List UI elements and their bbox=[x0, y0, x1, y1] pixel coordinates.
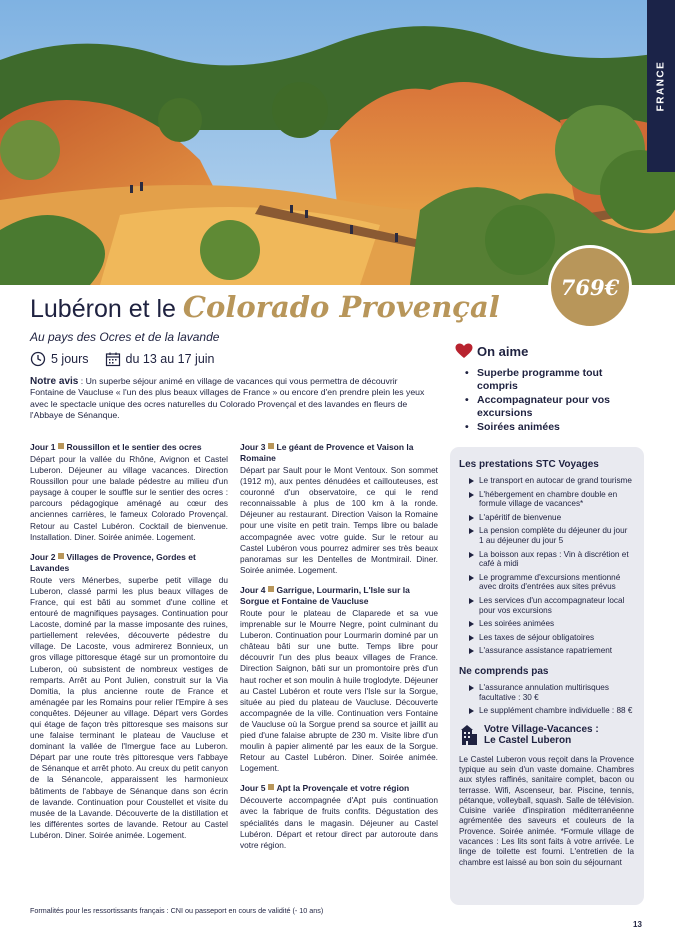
day-title: Villages de Provence, Gordes et Lavandes bbox=[30, 551, 196, 573]
hero-photo bbox=[0, 0, 675, 285]
subtitle: Au pays des Ocres et de la lavande bbox=[30, 330, 220, 344]
price-badge bbox=[548, 245, 632, 329]
list-item: La pension complète du déjeuner du jour 1 au déjeuner du jour 5 bbox=[459, 526, 634, 545]
country-label: FRANCE bbox=[655, 60, 667, 112]
day-label: Jour 5 bbox=[240, 783, 266, 794]
list-item: L'assurance annulation multirisques facultative : 30 € bbox=[459, 683, 634, 702]
day-title: Garrigue, Lourmarin, L'Isle sur la Sorgue et Fontaine de Vaucluse bbox=[240, 584, 410, 606]
list-item: L'hébergement en chambre double en formule village de vacances* bbox=[459, 490, 634, 509]
village-title-1: Votre Village-Vacances : bbox=[484, 723, 599, 735]
village-description: Le Castel Luberon vous reçoit dans la Provence typique au sein d'un vaste domaine. Chambres aux styles raffinés, sanitaire complet, bacon ou terrasse. Wifi, Ascenseur, bar. Piscine, tennis, pétanque, volleyball, squash. Salle de télévision. Cuisine variée d'inspiration méditerranéenne agrémentée des saveurs et couleurs de la Provence. Soirée animée. *Formule village de vacances : Les lits sont faits à votre arrivée. Le linge de toilette est fourni. L'entretien de la chambre est laissé au bon soin du séjournant bbox=[459, 754, 634, 867]
building-icon bbox=[459, 724, 479, 746]
dates: du 13 au 17 juin bbox=[125, 352, 215, 366]
prestations-list bbox=[459, 476, 634, 656]
day-title: Roussillon et le sentier des ocres bbox=[66, 442, 202, 452]
bullet-square-icon bbox=[58, 443, 64, 449]
day-3 bbox=[240, 442, 438, 576]
day-text: Découverte accompagnée d'Apt puis continuation avec la fabrique de fruits confits. Dégustation des spécialités dans le magasin. Déjeuner au Castel Lubéron. Départ et retour direct par autoroute dans votre région. bbox=[240, 795, 438, 850]
list-item: L'assurance assistance rapatriement bbox=[459, 646, 634, 656]
clock-icon bbox=[30, 351, 46, 367]
on-aime-title: On aime bbox=[477, 343, 529, 359]
page-number: 13 bbox=[633, 920, 642, 929]
list-item: Les services d'un accompagnateur local pour vos excursions bbox=[459, 596, 634, 615]
list-item: La boisson aux repas : Vin à discrétion et café à midi bbox=[459, 550, 634, 569]
list-item: • Soirées animées bbox=[463, 421, 645, 434]
non-compris-title: Ne comprends pas bbox=[459, 665, 549, 677]
day-label: Jour 4 bbox=[240, 584, 266, 595]
intro-paragraph bbox=[30, 376, 432, 421]
itinerary-column-2 bbox=[240, 442, 438, 860]
day-label: Jour 1 bbox=[30, 442, 56, 452]
list-item: Le supplément chambre individuelle : 88 € bbox=[459, 706, 634, 716]
prestations-title: Les prestations STC Voyages bbox=[459, 459, 599, 470]
duration: 5 jours bbox=[51, 352, 89, 366]
bullet-square-icon bbox=[268, 443, 274, 449]
day-5 bbox=[240, 783, 438, 850]
bullet-square-icon bbox=[268, 784, 274, 790]
bullet-square-icon bbox=[58, 553, 64, 559]
village-title-2: Le Castel Luberon bbox=[484, 735, 572, 747]
price-value: 769€ bbox=[560, 274, 620, 300]
day-label: Jour 2 bbox=[30, 551, 56, 562]
list-item: L'apéritif de bienvenue bbox=[459, 513, 634, 523]
country-tab bbox=[647, 0, 675, 172]
info-box bbox=[450, 447, 644, 905]
list-item: Les soirées animées bbox=[459, 619, 634, 629]
calendar-icon bbox=[105, 351, 121, 367]
day-title: Le géant de Provence et Vaison la Romaine bbox=[240, 442, 414, 463]
day-title: Apt la Provençale et votre région bbox=[276, 783, 410, 794]
title-part1: Lubéron et le bbox=[30, 295, 183, 323]
list-item: Le transport en autocar de grand tourisme bbox=[459, 476, 634, 486]
list-item: Les taxes de séjour obligatoires bbox=[459, 633, 634, 643]
day-text: Départ par Sault pour le Mont Ventoux. Son sommet (1912 m), aux pentes dénudées et caillouteuses, est couronné d'un observatoire, ce qui le rend reconnaissable à plus de 100 km à la ronde. Déjeuner au restaurant. Direction Vaison la Romaine pour une visite en petit train. Temps libre ou balade accompagnée avec votre guide. Sur le retour au Castel Lubéron vous pourrez admirer ses très beaux panoramas sur les Dentelles de Montmirail. Diner. Soirée animée. Logement. bbox=[240, 465, 438, 575]
title-part2: Colorado Provençal bbox=[182, 290, 500, 324]
bullet-square-icon bbox=[268, 586, 274, 592]
day-text: Route pour le plateau de Claparede et sa vue imprenable sur le Mourre Negre, point culminant du Luberon. Continuation pour Lourmarin dominé par un château bâti sur une butte. Temps libre pour découvrir l'un des plus beaux villages de France. Direction Saignon, bâti sur un promontoire près d'un haut rocher et son moulin à huile troglodyte. Déjeuner au Castel Lubéron et route vers l'Isle sur la Sorgue, située au pied du plateau de Vaucluse. Découverte accompagnée de la ville. Continuation vers Fontaine de Vaucluse où la Sorgue prend sa source et jaillit au pied d'une falaise abrupte de 230 m. Visite libre d'un moulin à papier alimenté par les eaux de la Sorgue. Retour au Castel Lubéron. Diner. Soirée animée. Logement. bbox=[240, 607, 438, 774]
village-heading bbox=[459, 724, 634, 747]
day-1 bbox=[30, 442, 228, 543]
day-text: Départ pour la vallée du Rhône, Avignon et Castel Luberon. Déjeuner au village vacances. Direction Roussillon pour une balade pédestre au milieu d'un paysage à couper le souffle sur le sentier des ocres : parcours pédagogique aménagé au cœur des anciennes carrières, le fameux Colorado Provençal. Retour au Castel Lubéron. Cocktail de bienvenue. Installation. Diner. Soirée animée. Logement. bbox=[30, 454, 228, 542]
trip-meta bbox=[30, 349, 215, 369]
list-item: • Accompagnateur pour vos excursions bbox=[463, 394, 645, 420]
page-title bbox=[30, 290, 500, 324]
day-text: Route vers Ménerbes, superbe petit village du Luberon, classé parmi les plus beaux villages de France, qui est bâti au sommet d'une colline et entouré de magnifiques paysages. Continuation pour Lacoste, dominé par la masse imposante des ruines, partiellement relevées, découverte pédestre du village. De Lacoste, vous admirerez Bonnieux, un gros village pittoresque étagé sur un promontoire du Luberon, où subsistent de nombreux vestiges de remparts. Arrêt au Pont Julien, construit sur la Via Domitia, la plus ancienne route de France et aménagée par les Romains pour relier l'Empire à ses conquêtes. Déjeuner au village. Départ vers Gordes qui étage de façon très pittoresque ses maisons sur une falaise terminant le plateau de Vaucluse et dominant la vallée de l'Imergue face au Luberon. Départ par une route très pittoresque vers l'abbaye de Sénanque et arrêt photo. Au creux du petit canyon de la Sénancole, apparaissent les harmonieux bâtiments de l'abbaye de Sénanque dans son écrin de lavande. Continuation pour Coustellet et visite du musée de la Lavande. Découverte de la distillation et les différentes sortes de lavande. Retour au Castel Lubéron. Diner. Soirée animée. Logement. bbox=[30, 574, 228, 840]
intro-text: : Un superbe séjour animé en village de vacances qui vous permettra de découvrir Fontaine de Vaucluse « l'un des plus beaux villages de France » ou encore d'en prendre plein les yeux avec le spectacle unique des ocres naturelles du Colorado Provençal et des lavandes en fleurs de l'Abbaye de Sénanque. bbox=[30, 376, 425, 420]
list-item: Le programme d'excursions mentionné avec droits d'entrées aux sites prévus bbox=[459, 573, 634, 592]
on-aime-list bbox=[455, 367, 645, 434]
day-4 bbox=[240, 585, 438, 774]
intro-label: Notre avis bbox=[30, 376, 79, 387]
day-label: Jour 3 bbox=[240, 442, 266, 452]
on-aime-section bbox=[455, 343, 645, 435]
day-2 bbox=[30, 552, 228, 841]
list-item: • Superbe programme tout compris bbox=[463, 367, 645, 393]
heart-icon bbox=[455, 343, 473, 359]
itinerary-column-1 bbox=[30, 442, 228, 850]
non-compris-list bbox=[459, 683, 634, 716]
footnote: Formalités pour les ressortissants français : CNI ou passeport en cours de validité (- 10 ans) bbox=[30, 906, 324, 915]
